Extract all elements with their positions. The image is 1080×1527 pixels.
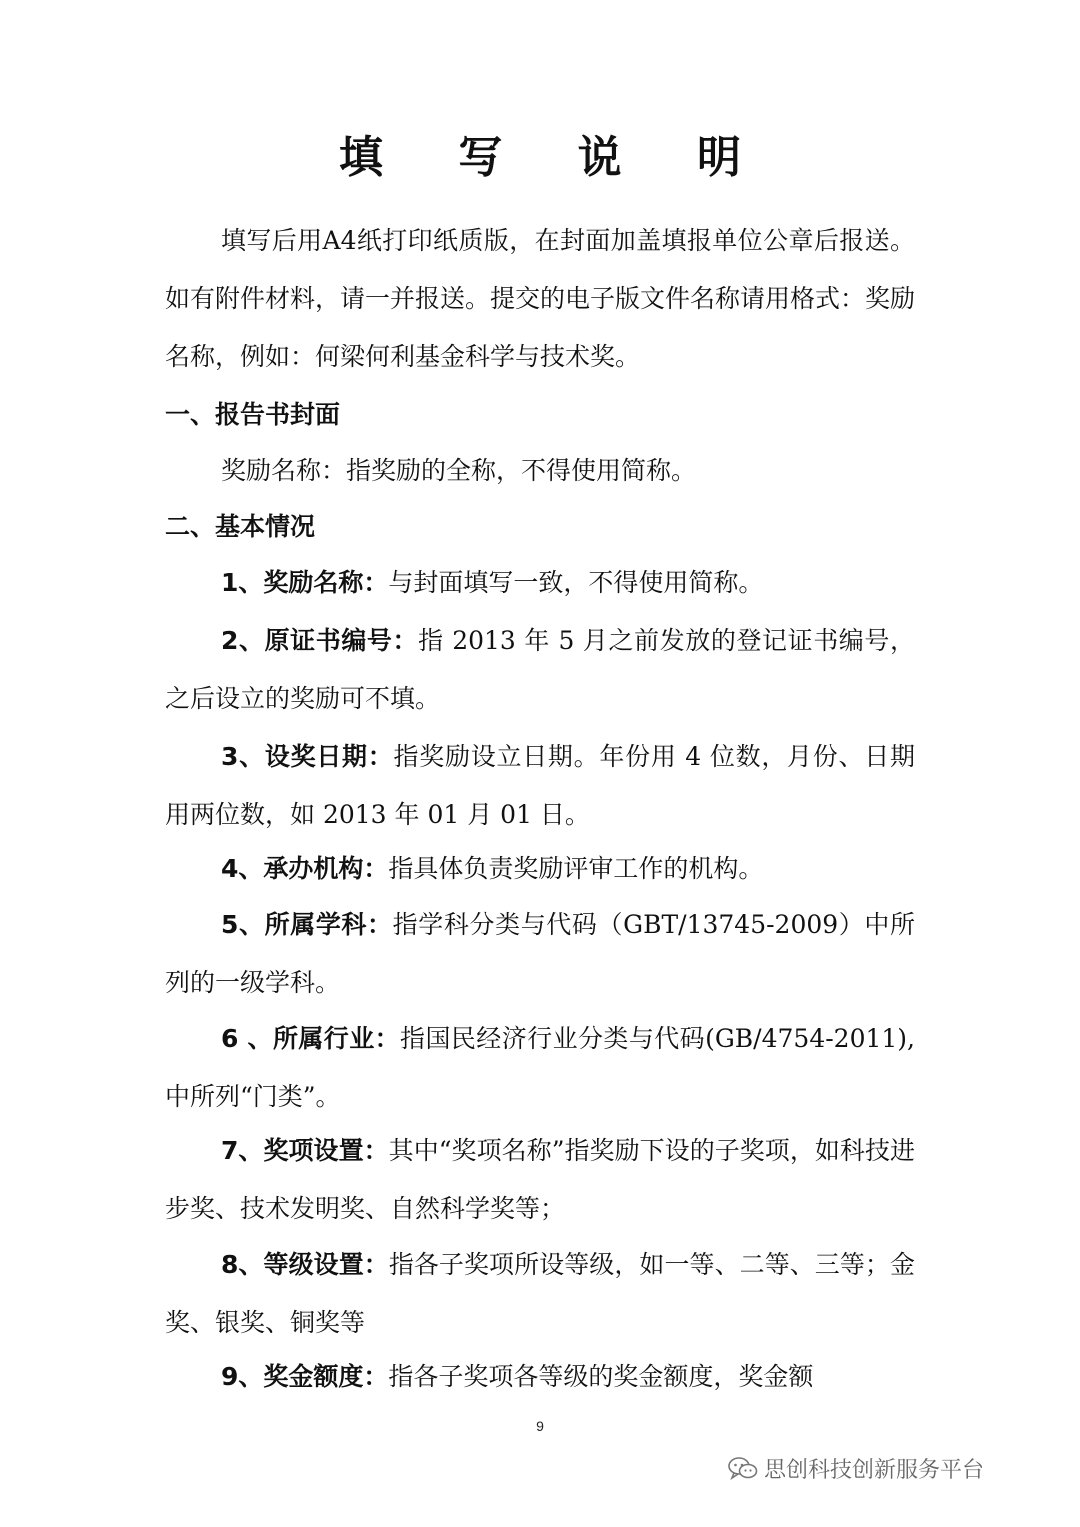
item-text: 其中“奖项名称”指奖励下设的子奖项，如科技进步奖、技术发明奖、自然科学奖等； [165,1136,915,1223]
item-label: 9、奖金额度： [221,1362,389,1391]
list-item-2 [165,612,915,728]
item-text: 指各子奖项各等级的奖金额度，奖金额 [388,1362,814,1391]
item-label: 2、原证书编号： [221,626,419,655]
item-text: 指具体负责奖励评审工作的机构。 [388,854,764,883]
page-title: 填 写 说 明 [339,132,771,183]
section-2-heading: 二、基本情况 [165,512,316,541]
page-number: 9 [536,1418,544,1434]
section-1-heading: 一、报告书封面 [165,400,341,429]
item-text: 指学科分类与代码（GBT/13745-2009）中所列的一级学科。 [165,910,915,997]
list-item-1 [165,554,915,612]
item-label: 7、奖项设置： [221,1136,389,1165]
list-item-7 [165,1122,915,1238]
item-text: 与封面填写一致，不得使用简称。 [388,568,764,597]
item-text: 指 2013 年 5 月之前发放的登记证书编号，之后设立的奖励可不填。 [165,626,915,713]
watermark-text: 思创科技创新服务平台 [764,1458,985,1483]
watermark [728,1453,984,1484]
item-label: 3、设奖日期： [221,742,394,771]
section-1-text: 奖励名称：指奖励的全称，不得使用简称。 [221,456,697,485]
list-item-4 [165,840,915,898]
intro-paragraph: 填写后用A4纸打印纸质版，在封面加盖填报单位公章后报送。如有附件材料，请一并报送。提交的电子版文件名称请用格式：奖励名称，例如：何梁何利基金科学与技术奖。 [165,226,916,371]
list-item-8 [165,1236,915,1352]
list-item-9 [165,1348,915,1406]
item-text: 指国民经济行业分类与代码(GB/4754-2011),中所列“门类”。 [165,1024,915,1111]
item-label: 1、奖励名称： [221,568,389,597]
list-item-3 [165,728,915,844]
item-label: 8、等级设置： [221,1250,389,1279]
list-item-6 [165,1010,915,1126]
item-label: 5、所属学科： [221,910,393,939]
item-label: 6 、所属行业： [221,1024,401,1053]
item-text: 指奖励设立日期。年份用 4 位数，月份、日期用两位数，如 2013 年 01 月 01 日。 [165,742,915,829]
wechat-icon [728,1456,758,1482]
list-item-5 [165,896,915,1012]
item-label: 4、承办机构： [221,854,389,883]
item-text: 指各子奖项所设等级，如一等、二等、三等；金奖、银奖、铜奖等 [165,1250,915,1337]
